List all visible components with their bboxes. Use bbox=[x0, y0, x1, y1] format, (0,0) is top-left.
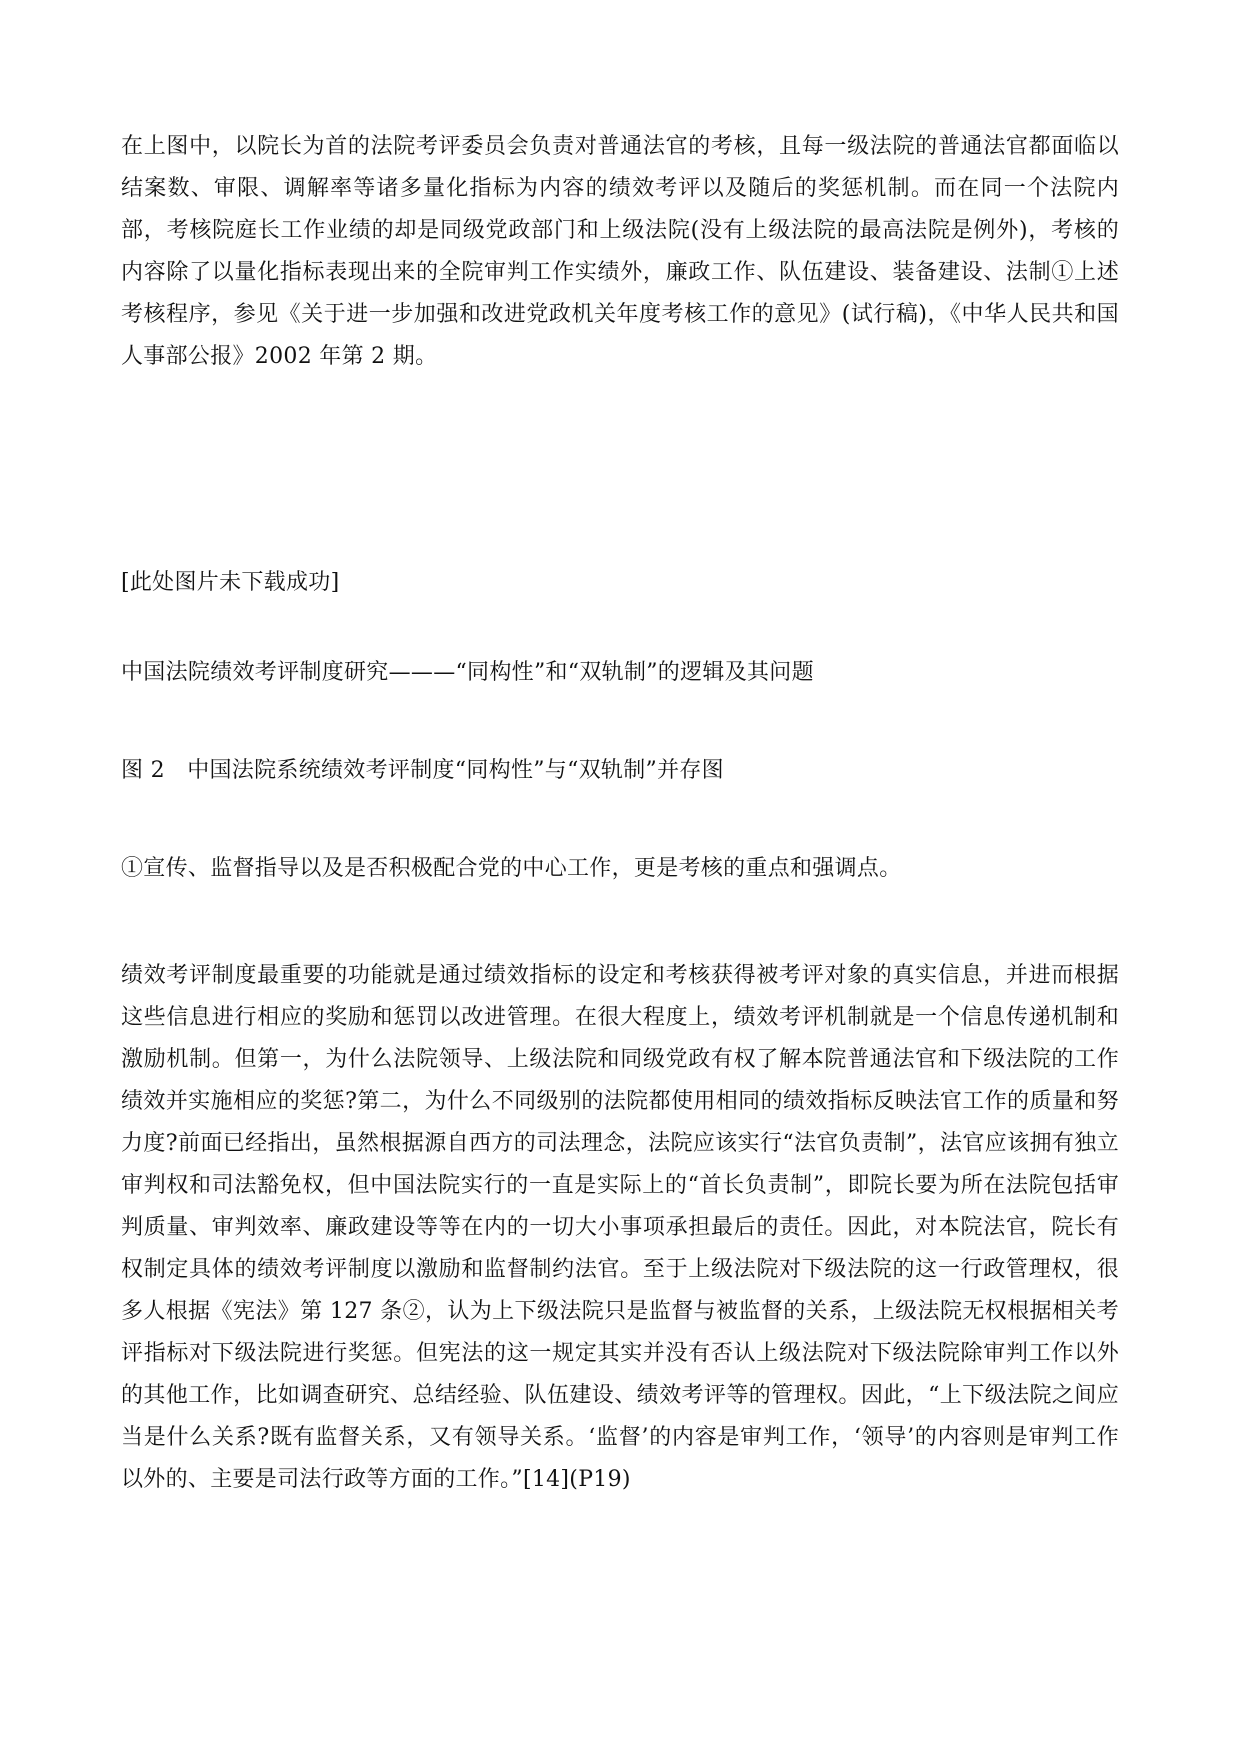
image-placeholder-text: [此处图片未下载成功] bbox=[121, 570, 340, 595]
body-paragraph: 在上图中，以院长为首的法院考评委员会负责对普通法官的考核，且每一级法院的普通法官都面临以结案数、审限、调解率等诸多量化指标为内容的绩效考评以及随后的奖惩机制。而在同一个法院内部，考核院庭长工作业绩的却是同级党政部门和上级法院(没有上级法院的最高法院是例外)，考核的内容除了以量化指标表现出来的全院审判工作实绩外，廉政工作、队伍建设、装备建设、法制①上述考核程序，参见《关于进一步加强和改进党政机关年度考核工作的意见》(试行稿)，《中华人民共和国人事部公报》2002 年第 2 期。 bbox=[121, 134, 1119, 369]
footnote: ①宣传、监督指导以及是否积极配合党的中心工作，更是考核的重点和强调点。 bbox=[121, 856, 902, 881]
body-paragraph: 绩效考评制度最重要的功能就是通过绩效指标的设定和考核获得被考评对象的真实信息，并进而根据这些信息进行相应的奖励和惩罚以改进管理。在很大程度上，绩效考评机制就是一个信息传递机制和激励机制。但第一，为什么法院领导、上级法院和同级党政有权了解本院普通法官和下级法院的工作绩效并实施相应的奖惩?第二，为什么不同级别的法院都使用相同的绩效指标反映法官工作的质量和努力度?前面已经指出，虽然根据源自西方的司法理念，法院应该实行“法官负责制”，法官应该拥有独立审判权和司法豁免权，但中国法院实行的一直是实际上的“首长负责制”，即院长要为所在法院包括审判质量、审判效率、廉政建设等等在内的一切大小事项承担最后的责任。因此，对本院法官，院长有权制定具体的绩效考评制度以激励和监督制约法官。至于上级法院对下级法院的这一行政管理权，很多人根据《宪法》第 127 条②，认为上下级法院只是监督与被监督的关系，上级法院无权根据相关考评指标对下级法院进行奖惩。但宪法的这一规定其实并没有否认上级法院对下级法院除审判工作以外的其他工作，比如调查研究、总结经验、队伍建设、绩效考评等的管理权。因此，“上下级法院之间应当是什么关系?既有监督关系，又有领导关系。‘监督’的内容是审判工作，‘领导’的内容则是审判工作以外的、主要是司法行政等方面的工作。”[14](P19) bbox=[121, 963, 1119, 1492]
figure-caption: 图 2 中国法院系统绩效考评制度“同构性”与“双轨制”并存图 bbox=[121, 758, 724, 783]
figure-source-title: 中国法院绩效考评制度研究———“同构性”和“双轨制”的逻辑及其问题 bbox=[121, 660, 814, 685]
